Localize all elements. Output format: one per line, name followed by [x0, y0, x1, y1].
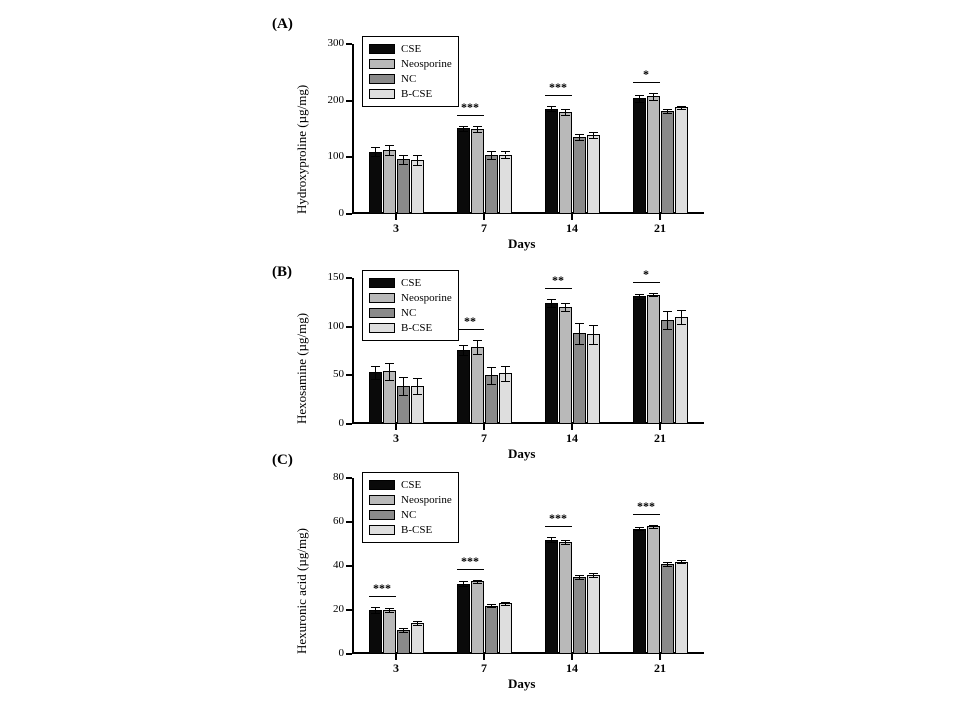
error-bar-cap — [459, 126, 468, 127]
panel-c — [0, 452, 960, 720]
bar — [647, 526, 660, 654]
bar — [587, 135, 600, 214]
error-bar — [579, 333, 580, 344]
error-bar-cap — [371, 379, 380, 380]
legend-label: Neosporine — [401, 494, 452, 506]
x-axis-tick-label: 21 — [654, 221, 666, 235]
x-axis-tick-mark — [659, 214, 661, 220]
x-axis-tick-mark — [659, 654, 661, 660]
error-bar-cap — [649, 293, 658, 294]
y-axis-tick-label: 60 — [333, 515, 344, 527]
significance-marker: *** — [373, 581, 391, 596]
error-bar-cap — [413, 625, 422, 626]
error-bar-cap — [649, 525, 658, 526]
bar — [499, 155, 512, 215]
x-axis-tick-label: 3 — [393, 431, 399, 445]
significance-marker: * — [643, 266, 649, 281]
error-bar-cap — [547, 307, 556, 308]
error-bar-cap — [575, 344, 584, 345]
error-bar-cap — [663, 311, 672, 312]
y-axis-tick-label: 150 — [327, 271, 344, 283]
bar — [675, 562, 688, 654]
legend-item — [369, 523, 452, 537]
error-bar-cap — [635, 299, 644, 300]
error-bar-cap — [487, 151, 496, 152]
y-axis-tick-label: 300 — [327, 37, 344, 49]
error-bar-cap — [413, 155, 422, 156]
error-bar-cap — [473, 132, 482, 133]
significance-marker: ** — [464, 314, 476, 329]
x-axis-tick-mark — [571, 214, 573, 220]
error-bar-cap — [413, 165, 422, 166]
bar — [587, 575, 600, 654]
legend-label: CSE — [401, 43, 422, 55]
error-bar-cap — [371, 147, 380, 148]
legend-label: B-CSE — [401, 322, 433, 334]
error-bar-cap — [589, 573, 598, 574]
error-bar — [491, 375, 492, 384]
error-bar — [417, 378, 418, 386]
y-axis-tick-label: 0 — [338, 207, 344, 219]
error-bar-cap — [677, 106, 686, 107]
bar — [397, 159, 410, 214]
bar — [471, 129, 484, 214]
error-bar-cap — [547, 537, 556, 538]
legend-label: Neosporine — [401, 292, 452, 304]
bar — [545, 109, 558, 214]
legend-item — [369, 276, 452, 290]
significance-line — [545, 95, 572, 96]
bar — [411, 623, 424, 654]
legend-swatch — [369, 495, 395, 505]
x-axis-tick-label: 14 — [566, 221, 578, 235]
error-bar-cap — [663, 329, 672, 330]
error-bar-cap — [501, 366, 510, 367]
x-axis-label: Days — [508, 446, 536, 461]
error-bar-cap — [473, 583, 482, 584]
bar — [647, 295, 660, 424]
error-bar-cap — [473, 580, 482, 581]
y-axis-tick-mark — [346, 423, 352, 425]
error-bar-cap — [589, 325, 598, 326]
bar — [647, 96, 660, 214]
error-bar-cap — [385, 608, 394, 609]
x-axis-tick-mark — [483, 214, 485, 220]
significance-marker: *** — [637, 498, 655, 513]
error-bar-cap — [487, 159, 496, 160]
error-bar — [477, 347, 478, 354]
error-bar — [389, 371, 390, 380]
legend-label: NC — [401, 73, 417, 85]
error-bar — [593, 334, 594, 344]
legend-label: CSE — [401, 277, 422, 289]
error-bar-cap — [677, 310, 686, 311]
error-bar-cap — [459, 586, 468, 587]
error-bar-cap — [385, 155, 394, 156]
error-bar-cap — [385, 380, 394, 381]
bar — [369, 152, 382, 214]
bar — [661, 564, 674, 654]
significance-line — [633, 82, 660, 83]
error-bar-cap — [547, 111, 556, 112]
error-bar — [667, 311, 668, 320]
x-axis-tick-label: 3 — [393, 661, 399, 675]
error-bar-cap — [371, 156, 380, 157]
error-bar — [681, 310, 682, 317]
error-bar — [505, 366, 506, 374]
legend-label: CSE — [401, 479, 422, 491]
significance-line — [545, 526, 572, 527]
error-bar-cap — [385, 612, 394, 613]
error-bar-cap — [677, 324, 686, 325]
bar — [559, 112, 572, 214]
error-bar-cap — [635, 95, 644, 96]
error-bar-cap — [459, 581, 468, 582]
error-bar-cap — [473, 126, 482, 127]
bar — [457, 350, 470, 424]
x-axis-tick-mark — [571, 654, 573, 660]
y-axis-tick-label: 200 — [327, 93, 344, 106]
significance-marker: *** — [549, 511, 567, 526]
legend-swatch — [369, 293, 395, 303]
significance-line — [457, 115, 484, 116]
legend-swatch — [369, 59, 395, 69]
error-bar-cap — [635, 102, 644, 103]
error-bar-cap — [487, 607, 496, 608]
error-bar-cap — [561, 544, 570, 545]
error-bar — [403, 386, 404, 395]
error-bar-cap — [589, 132, 598, 133]
error-bar-cap — [385, 363, 394, 364]
error-bar-cap — [399, 628, 408, 629]
legend-item — [369, 306, 452, 320]
error-bar-cap — [501, 381, 510, 382]
y-axis-tick-label: 50 — [333, 368, 344, 381]
legend-item — [369, 478, 452, 492]
legend-item — [369, 493, 452, 507]
y-axis-tick-label: 80 — [333, 471, 344, 483]
error-bar-cap — [561, 303, 570, 304]
x-axis-tick-label: 14 — [566, 661, 578, 675]
bar — [499, 603, 512, 654]
y-axis-label: Hexosamine (µg/mg) — [294, 312, 309, 424]
bar — [411, 160, 424, 214]
legend-label: Neosporine — [401, 58, 452, 70]
bar — [545, 303, 558, 424]
significance-marker: *** — [461, 99, 479, 114]
x-axis-tick-mark — [483, 654, 485, 660]
y-axis-tick-label: 20 — [333, 603, 344, 615]
legend-swatch — [369, 308, 395, 318]
bar — [661, 320, 674, 424]
bar — [457, 128, 470, 214]
legend-item — [369, 42, 452, 56]
y-axis-tick-label: 40 — [333, 559, 344, 571]
error-bar — [477, 340, 478, 347]
bar — [633, 98, 646, 214]
x-axis-tick-label: 3 — [393, 221, 399, 235]
error-bar-cap — [371, 366, 380, 367]
bar — [485, 155, 498, 214]
legend-item — [369, 57, 452, 71]
error-bar-cap — [399, 155, 408, 156]
error-bar-cap — [459, 131, 468, 132]
error-bar-cap — [547, 542, 556, 543]
error-bar — [375, 372, 376, 379]
y-axis-tick-mark — [346, 100, 352, 102]
y-axis-tick-mark — [346, 156, 352, 158]
error-bar-cap — [487, 384, 496, 385]
bar — [471, 581, 484, 654]
error-bar-cap — [385, 145, 394, 146]
bar — [471, 347, 484, 424]
legend-swatch — [369, 480, 395, 490]
error-bar — [403, 377, 404, 386]
x-axis-label: Days — [508, 236, 536, 251]
panel-c-label: (C) — [272, 452, 293, 468]
y-axis-tick-mark — [346, 326, 352, 328]
legend-item — [369, 87, 452, 101]
bar — [573, 333, 586, 424]
chart-legend — [362, 270, 459, 341]
error-bar-cap — [635, 530, 644, 531]
error-bar-cap — [371, 607, 380, 608]
chart-legend — [362, 472, 459, 543]
bar — [383, 150, 396, 214]
legend-swatch — [369, 525, 395, 535]
bar — [397, 630, 410, 654]
panel-b-label: (B) — [272, 264, 292, 280]
x-axis-tick-mark — [483, 424, 485, 430]
error-bar-cap — [575, 323, 584, 324]
y-axis-tick-label: 0 — [338, 647, 344, 659]
bar — [457, 584, 470, 654]
error-bar-cap — [547, 106, 556, 107]
error-bar-cap — [501, 602, 510, 603]
error-bar-cap — [561, 109, 570, 110]
y-axis-tick-mark — [346, 565, 352, 567]
x-axis-tick-label: 14 — [566, 431, 578, 445]
panel-a — [0, 0, 960, 251]
error-bar-cap — [649, 528, 658, 529]
error-bar-cap — [677, 563, 686, 564]
legend-item — [369, 321, 452, 335]
bar — [675, 107, 688, 214]
legend-item — [369, 72, 452, 86]
bar — [587, 334, 600, 424]
bar — [661, 111, 674, 214]
y-axis-label: Hexuronic acid (µg/mg) — [294, 528, 309, 654]
error-bar-cap — [413, 394, 422, 395]
bar — [485, 606, 498, 654]
panel-a-label: (A) — [272, 16, 293, 32]
significance-marker: ** — [552, 273, 564, 288]
error-bar-cap — [399, 377, 408, 378]
y-axis-tick-label: 100 — [327, 150, 344, 163]
panel-b — [0, 246, 960, 461]
error-bar-cap — [589, 344, 598, 345]
y-axis-label: Hydroxyproline (µg/mg) — [294, 84, 309, 214]
bar — [573, 577, 586, 654]
error-bar-cap — [399, 395, 408, 396]
x-axis-tick-mark — [659, 424, 661, 430]
error-bar-cap — [399, 632, 408, 633]
bar — [633, 296, 646, 424]
error-bar — [593, 325, 594, 335]
error-bar-cap — [487, 604, 496, 605]
x-axis-tick-label: 7 — [481, 221, 487, 235]
error-bar — [491, 367, 492, 376]
legend-item — [369, 508, 452, 522]
error-bar-cap — [413, 621, 422, 622]
significance-line — [457, 329, 484, 330]
error-bar-cap — [589, 138, 598, 139]
bar — [633, 529, 646, 654]
bar — [559, 542, 572, 654]
y-axis-tick-mark — [346, 213, 352, 215]
significance-marker: *** — [461, 553, 479, 568]
error-bar-cap — [371, 613, 380, 614]
error-bar-cap — [575, 140, 584, 141]
error-bar-cap — [677, 560, 686, 561]
chart-legend — [362, 36, 459, 107]
error-bar-cap — [459, 355, 468, 356]
x-axis-tick-mark — [395, 424, 397, 430]
error-bar-cap — [413, 378, 422, 379]
x-axis-tick-label: 7 — [481, 431, 487, 445]
y-axis-tick-mark — [346, 521, 352, 523]
error-bar-cap — [561, 311, 570, 312]
error-bar — [375, 366, 376, 373]
legend-label: B-CSE — [401, 524, 433, 536]
legend-swatch — [369, 74, 395, 84]
error-bar-cap — [501, 151, 510, 152]
y-axis-tick-mark — [346, 277, 352, 279]
significance-line — [545, 288, 572, 289]
y-axis-tick-mark — [346, 653, 352, 655]
legend-label: B-CSE — [401, 88, 433, 100]
error-bar-cap — [547, 299, 556, 300]
error-bar-cap — [649, 100, 658, 101]
legend-swatch — [369, 89, 395, 99]
significance-line — [633, 514, 660, 515]
significance-marker: *** — [549, 80, 567, 95]
bar — [675, 317, 688, 424]
y-axis-tick-mark — [346, 477, 352, 479]
error-bar-cap — [575, 579, 584, 580]
significance-line — [369, 596, 396, 597]
x-axis-tick-mark — [395, 654, 397, 660]
x-axis-tick-label: 21 — [654, 431, 666, 445]
error-bar-cap — [663, 109, 672, 110]
x-axis-label: Days — [508, 676, 536, 691]
error-bar — [505, 373, 506, 381]
y-axis-tick-label: 100 — [327, 319, 344, 332]
y-axis-tick-mark — [346, 43, 352, 45]
error-bar — [579, 323, 580, 334]
legend-swatch — [369, 510, 395, 520]
error-bar-cap — [561, 115, 570, 116]
error-bar-cap — [635, 294, 644, 295]
x-axis-tick-mark — [395, 214, 397, 220]
error-bar — [667, 320, 668, 329]
error-bar-cap — [575, 134, 584, 135]
error-bar-cap — [473, 354, 482, 355]
error-bar — [681, 317, 682, 324]
error-bar-cap — [635, 527, 644, 528]
error-bar-cap — [677, 109, 686, 110]
x-axis-tick-label: 21 — [654, 661, 666, 675]
error-bar-cap — [459, 345, 468, 346]
legend-swatch — [369, 278, 395, 288]
error-bar-cap — [575, 575, 584, 576]
legend-item — [369, 291, 452, 305]
error-bar-cap — [399, 164, 408, 165]
error-bar-cap — [561, 540, 570, 541]
error-bar-cap — [487, 367, 496, 368]
bar — [383, 610, 396, 654]
bar — [559, 307, 572, 424]
x-axis-tick-label: 7 — [481, 661, 487, 675]
error-bar-cap — [663, 113, 672, 114]
error-bar-cap — [663, 566, 672, 567]
legend-label: NC — [401, 307, 417, 319]
legend-label: NC — [401, 509, 417, 521]
bar — [545, 540, 558, 654]
significance-line — [633, 282, 660, 283]
bar — [369, 610, 382, 654]
legend-swatch — [369, 323, 395, 333]
error-bar-cap — [663, 562, 672, 563]
y-axis-tick-mark — [346, 609, 352, 611]
error-bar-cap — [473, 340, 482, 341]
error-bar-cap — [649, 296, 658, 297]
significance-marker: * — [643, 66, 649, 81]
error-bar-cap — [589, 577, 598, 578]
error-bar-cap — [501, 158, 510, 159]
y-axis-tick-mark — [346, 374, 352, 376]
error-bar-cap — [649, 93, 658, 94]
error-bar — [417, 386, 418, 394]
error-bar-cap — [501, 605, 510, 606]
x-axis-tick-mark — [571, 424, 573, 430]
legend-swatch — [369, 44, 395, 54]
bar — [573, 137, 586, 214]
error-bar — [389, 363, 390, 372]
y-axis-tick-label: 0 — [338, 417, 344, 429]
significance-line — [457, 569, 484, 570]
